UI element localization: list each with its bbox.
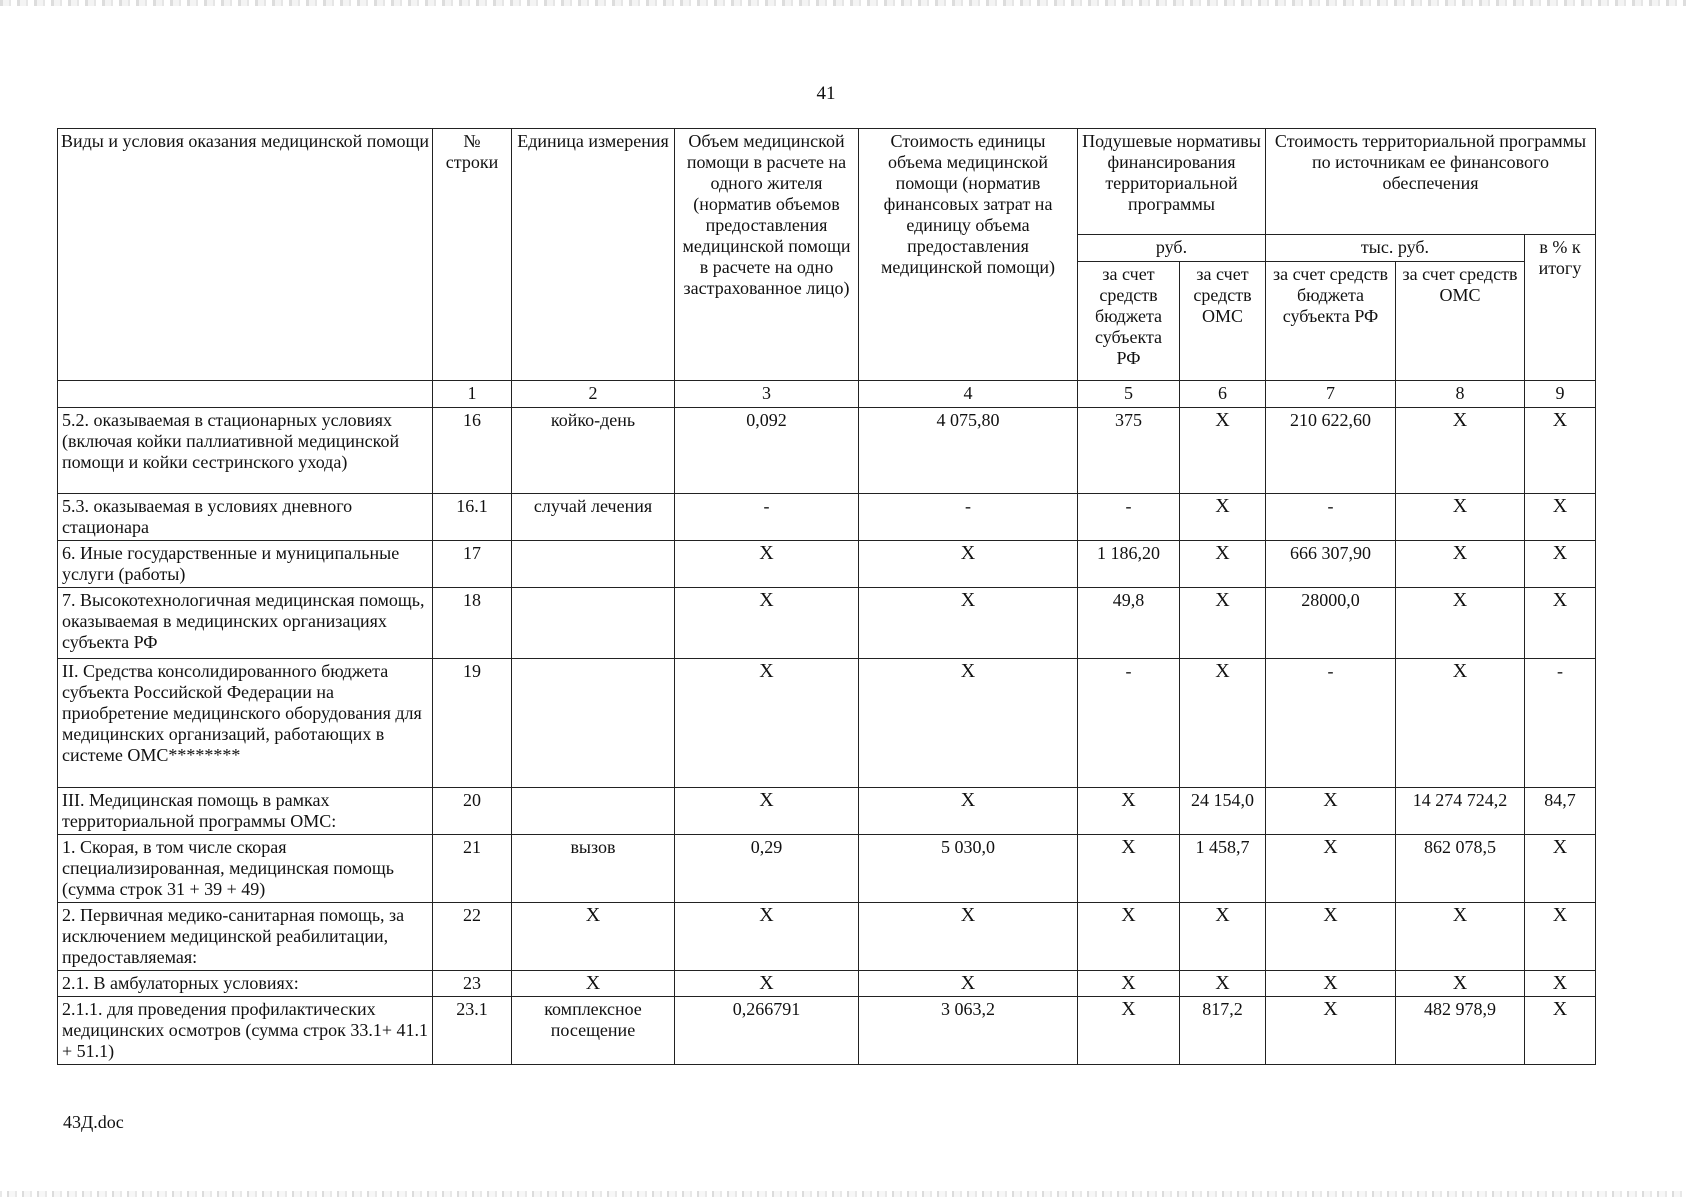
table-row	[58, 971, 1596, 997]
row-number: 23.1	[433, 997, 512, 1065]
row-norm-budget: 49,8	[1078, 588, 1180, 659]
row-number: 17	[433, 541, 512, 588]
row-cost-oms: X	[1396, 659, 1525, 788]
col-number: 2	[512, 381, 675, 408]
row-percent: -	[1525, 659, 1596, 788]
row-cost: X	[859, 588, 1078, 659]
row-name: 7. Высокотехнологичная медицинская помощь, оказываемая в медицинских организациях субъекта РФ	[58, 588, 433, 659]
col-number: 4	[859, 381, 1078, 408]
row-name: 2. Первичная медико-санитарная помощь, за исключением медицинской реабилитации, предоставляемая:	[58, 903, 433, 971]
header-budget-thousand: за счет средств бюджета субъекта РФ	[1266, 262, 1396, 381]
header-kind: Виды и условия оказания медицинской помощи	[58, 129, 433, 381]
row-cost-budget: X	[1266, 971, 1396, 997]
row-unit	[512, 588, 675, 659]
col-number: 1	[433, 381, 512, 408]
row-unit: X	[512, 903, 675, 971]
row-norm-budget: X	[1078, 835, 1180, 903]
row-number: 22	[433, 903, 512, 971]
table-row	[58, 659, 1596, 788]
table-row	[58, 588, 1596, 659]
row-volume: X	[675, 903, 859, 971]
table-row	[58, 788, 1596, 835]
header-oms-thousand: за счет средств ОМС	[1396, 262, 1525, 381]
row-volume: X	[675, 659, 859, 788]
row-cost-budget: -	[1266, 494, 1396, 541]
table-row	[58, 494, 1596, 541]
row-norm-oms: X	[1180, 659, 1266, 788]
table-row	[58, 997, 1596, 1065]
row-volume: 0,29	[675, 835, 859, 903]
row-volume: 0,092	[675, 408, 859, 494]
col-number: 7	[1266, 381, 1396, 408]
column-number-row	[58, 381, 1596, 408]
row-name: 2.1. В амбулаторных условиях:	[58, 971, 433, 997]
row-cost-budget: 666 307,90	[1266, 541, 1396, 588]
row-cost-oms: 482 978,9	[1396, 997, 1525, 1065]
row-name: II. Средства консолидированного бюджета субъекта Российской Федерации на приобретение медицинского оборудования для медицинских организаций, работающих в системе ОМС********	[58, 659, 433, 788]
row-norm-oms: 24 154,0	[1180, 788, 1266, 835]
row-unit: случай лечения	[512, 494, 675, 541]
row-number: 21	[433, 835, 512, 903]
row-norm-oms: X	[1180, 541, 1266, 588]
header-program-cost: Стоимость территориальной программы по источникам ее финансового обеспечения	[1266, 129, 1596, 235]
row-norm-oms: X	[1180, 494, 1266, 541]
row-volume: X	[675, 788, 859, 835]
row-cost-oms: 14 274 724,2	[1396, 788, 1525, 835]
file-name-footer: 43Д.doc	[63, 1112, 124, 1132]
row-cost-oms: X	[1396, 903, 1525, 971]
header-volume: Объем медицинской помощи в расчете на одного жителя (норматив объемов предоставления медицинской помощи в расчете на одно застрахованное лицо)	[675, 129, 859, 381]
row-norm-oms: X	[1180, 971, 1266, 997]
header-unit: Единица измерения	[512, 129, 675, 381]
row-percent: X	[1525, 903, 1596, 971]
row-cost: 5 030,0	[859, 835, 1078, 903]
header-unit-rub: руб.	[1078, 235, 1266, 262]
row-cost-oms: X	[1396, 588, 1525, 659]
row-name: III. Медицинская помощь в рамках территориальной программы ОМС:	[58, 788, 433, 835]
row-cost: -	[859, 494, 1078, 541]
col-number: 3	[675, 381, 859, 408]
row-volume: X	[675, 971, 859, 997]
header-unit-thousand-rub: тыс. руб.	[1266, 235, 1525, 262]
row-norm-budget: 375	[1078, 408, 1180, 494]
row-unit	[512, 541, 675, 588]
scan-edge-top	[0, 0, 1686, 6]
row-cost-oms: X	[1396, 541, 1525, 588]
row-percent: X	[1525, 541, 1596, 588]
header-unit-cost: Стоимость единицы объема медицинской помощи (норматив финансовых затрат на единицу объема предоставления медицинской помощи)	[859, 129, 1078, 381]
row-number: 20	[433, 788, 512, 835]
row-cost: X	[859, 788, 1078, 835]
row-cost-oms: X	[1396, 408, 1525, 494]
row-cost-budget: 210 622,60	[1266, 408, 1396, 494]
row-unit	[512, 788, 675, 835]
page-number: 41	[816, 83, 836, 104]
row-volume: X	[675, 541, 859, 588]
row-cost-budget: 28000,0	[1266, 588, 1396, 659]
col-number: 5	[1078, 381, 1180, 408]
row-cost: X	[859, 971, 1078, 997]
col-number: 9	[1525, 381, 1596, 408]
row-norm-budget: X	[1078, 788, 1180, 835]
row-cost: 4 075,80	[859, 408, 1078, 494]
row-name: 5.3. оказываемая в условиях дневного стационара	[58, 494, 433, 541]
row-name: 5.2. оказываемая в стационарных условиях (включая койки паллиативной медицинской помощи и койки сестринского ухода)	[58, 408, 433, 494]
row-norm-budget: X	[1078, 997, 1180, 1065]
row-cost-budget: X	[1266, 903, 1396, 971]
row-cost: X	[859, 541, 1078, 588]
row-percent: X	[1525, 997, 1596, 1065]
row-percent: X	[1525, 494, 1596, 541]
row-cost: X	[859, 903, 1078, 971]
row-norm-budget: X	[1078, 903, 1180, 971]
row-percent: X	[1525, 835, 1596, 903]
row-cost: X	[859, 659, 1078, 788]
header-row-number: № строки	[433, 129, 512, 381]
row-norm-oms: X	[1180, 588, 1266, 659]
row-norm-budget: 1 186,20	[1078, 541, 1180, 588]
row-percent: 84,7	[1525, 788, 1596, 835]
row-cost-budget: X	[1266, 997, 1396, 1065]
table-row	[58, 408, 1596, 494]
table-row	[58, 903, 1596, 971]
table-row	[58, 541, 1596, 588]
header-oms-rub: за счет средств ОМС	[1180, 262, 1266, 381]
row-number: 23	[433, 971, 512, 997]
row-norm-oms: X	[1180, 408, 1266, 494]
col-number: 6	[1180, 381, 1266, 408]
row-percent: X	[1525, 971, 1596, 997]
header-budget-rub: за счет средств бюджета субъекта РФ	[1078, 262, 1180, 381]
row-cost-oms: X	[1396, 971, 1525, 997]
row-norm-budget: -	[1078, 494, 1180, 541]
row-cost-budget: X	[1266, 835, 1396, 903]
row-unit: X	[512, 971, 675, 997]
col-number	[58, 381, 433, 408]
scan-edge-bottom	[0, 1191, 1686, 1197]
row-unit: койко-день	[512, 408, 675, 494]
row-cost-oms: X	[1396, 494, 1525, 541]
header-per-capita-norms: Подушевые нормативы финансирования территориальной программы	[1078, 129, 1266, 235]
row-unit: комплексное посещение	[512, 997, 675, 1065]
row-norm-oms: X	[1180, 903, 1266, 971]
row-name: 6. Иные государственные и муниципальные услуги (работы)	[58, 541, 433, 588]
col-number: 8	[1396, 381, 1525, 408]
row-number: 18	[433, 588, 512, 659]
row-percent: X	[1525, 588, 1596, 659]
row-name: 2.1.1. для проведения профилактических медицинских осмотров (сумма строк 33.1+ 41.1 + 51.1)	[58, 997, 433, 1065]
row-cost-budget: -	[1266, 659, 1396, 788]
row-volume: 0,266791	[675, 997, 859, 1065]
row-norm-oms: 817,2	[1180, 997, 1266, 1065]
row-number: 16.1	[433, 494, 512, 541]
row-percent: X	[1525, 408, 1596, 494]
row-norm-oms: 1 458,7	[1180, 835, 1266, 903]
header-percent-total: в % к итогу	[1525, 235, 1596, 381]
row-number: 16	[433, 408, 512, 494]
row-name: 1. Скорая, в том числе скорая специализированная, медицинская помощь (сумма строк 31 + 39 + 49)	[58, 835, 433, 903]
row-cost-budget: X	[1266, 788, 1396, 835]
row-norm-budget: -	[1078, 659, 1180, 788]
row-cost: 3 063,2	[859, 997, 1078, 1065]
row-cost-oms: 862 078,5	[1396, 835, 1525, 903]
medical-care-table	[57, 128, 1596, 1065]
row-unit: вызов	[512, 835, 675, 903]
row-norm-budget: X	[1078, 971, 1180, 997]
row-volume: -	[675, 494, 859, 541]
row-number: 19	[433, 659, 512, 788]
row-volume: X	[675, 588, 859, 659]
table-row	[58, 835, 1596, 903]
row-unit	[512, 659, 675, 788]
